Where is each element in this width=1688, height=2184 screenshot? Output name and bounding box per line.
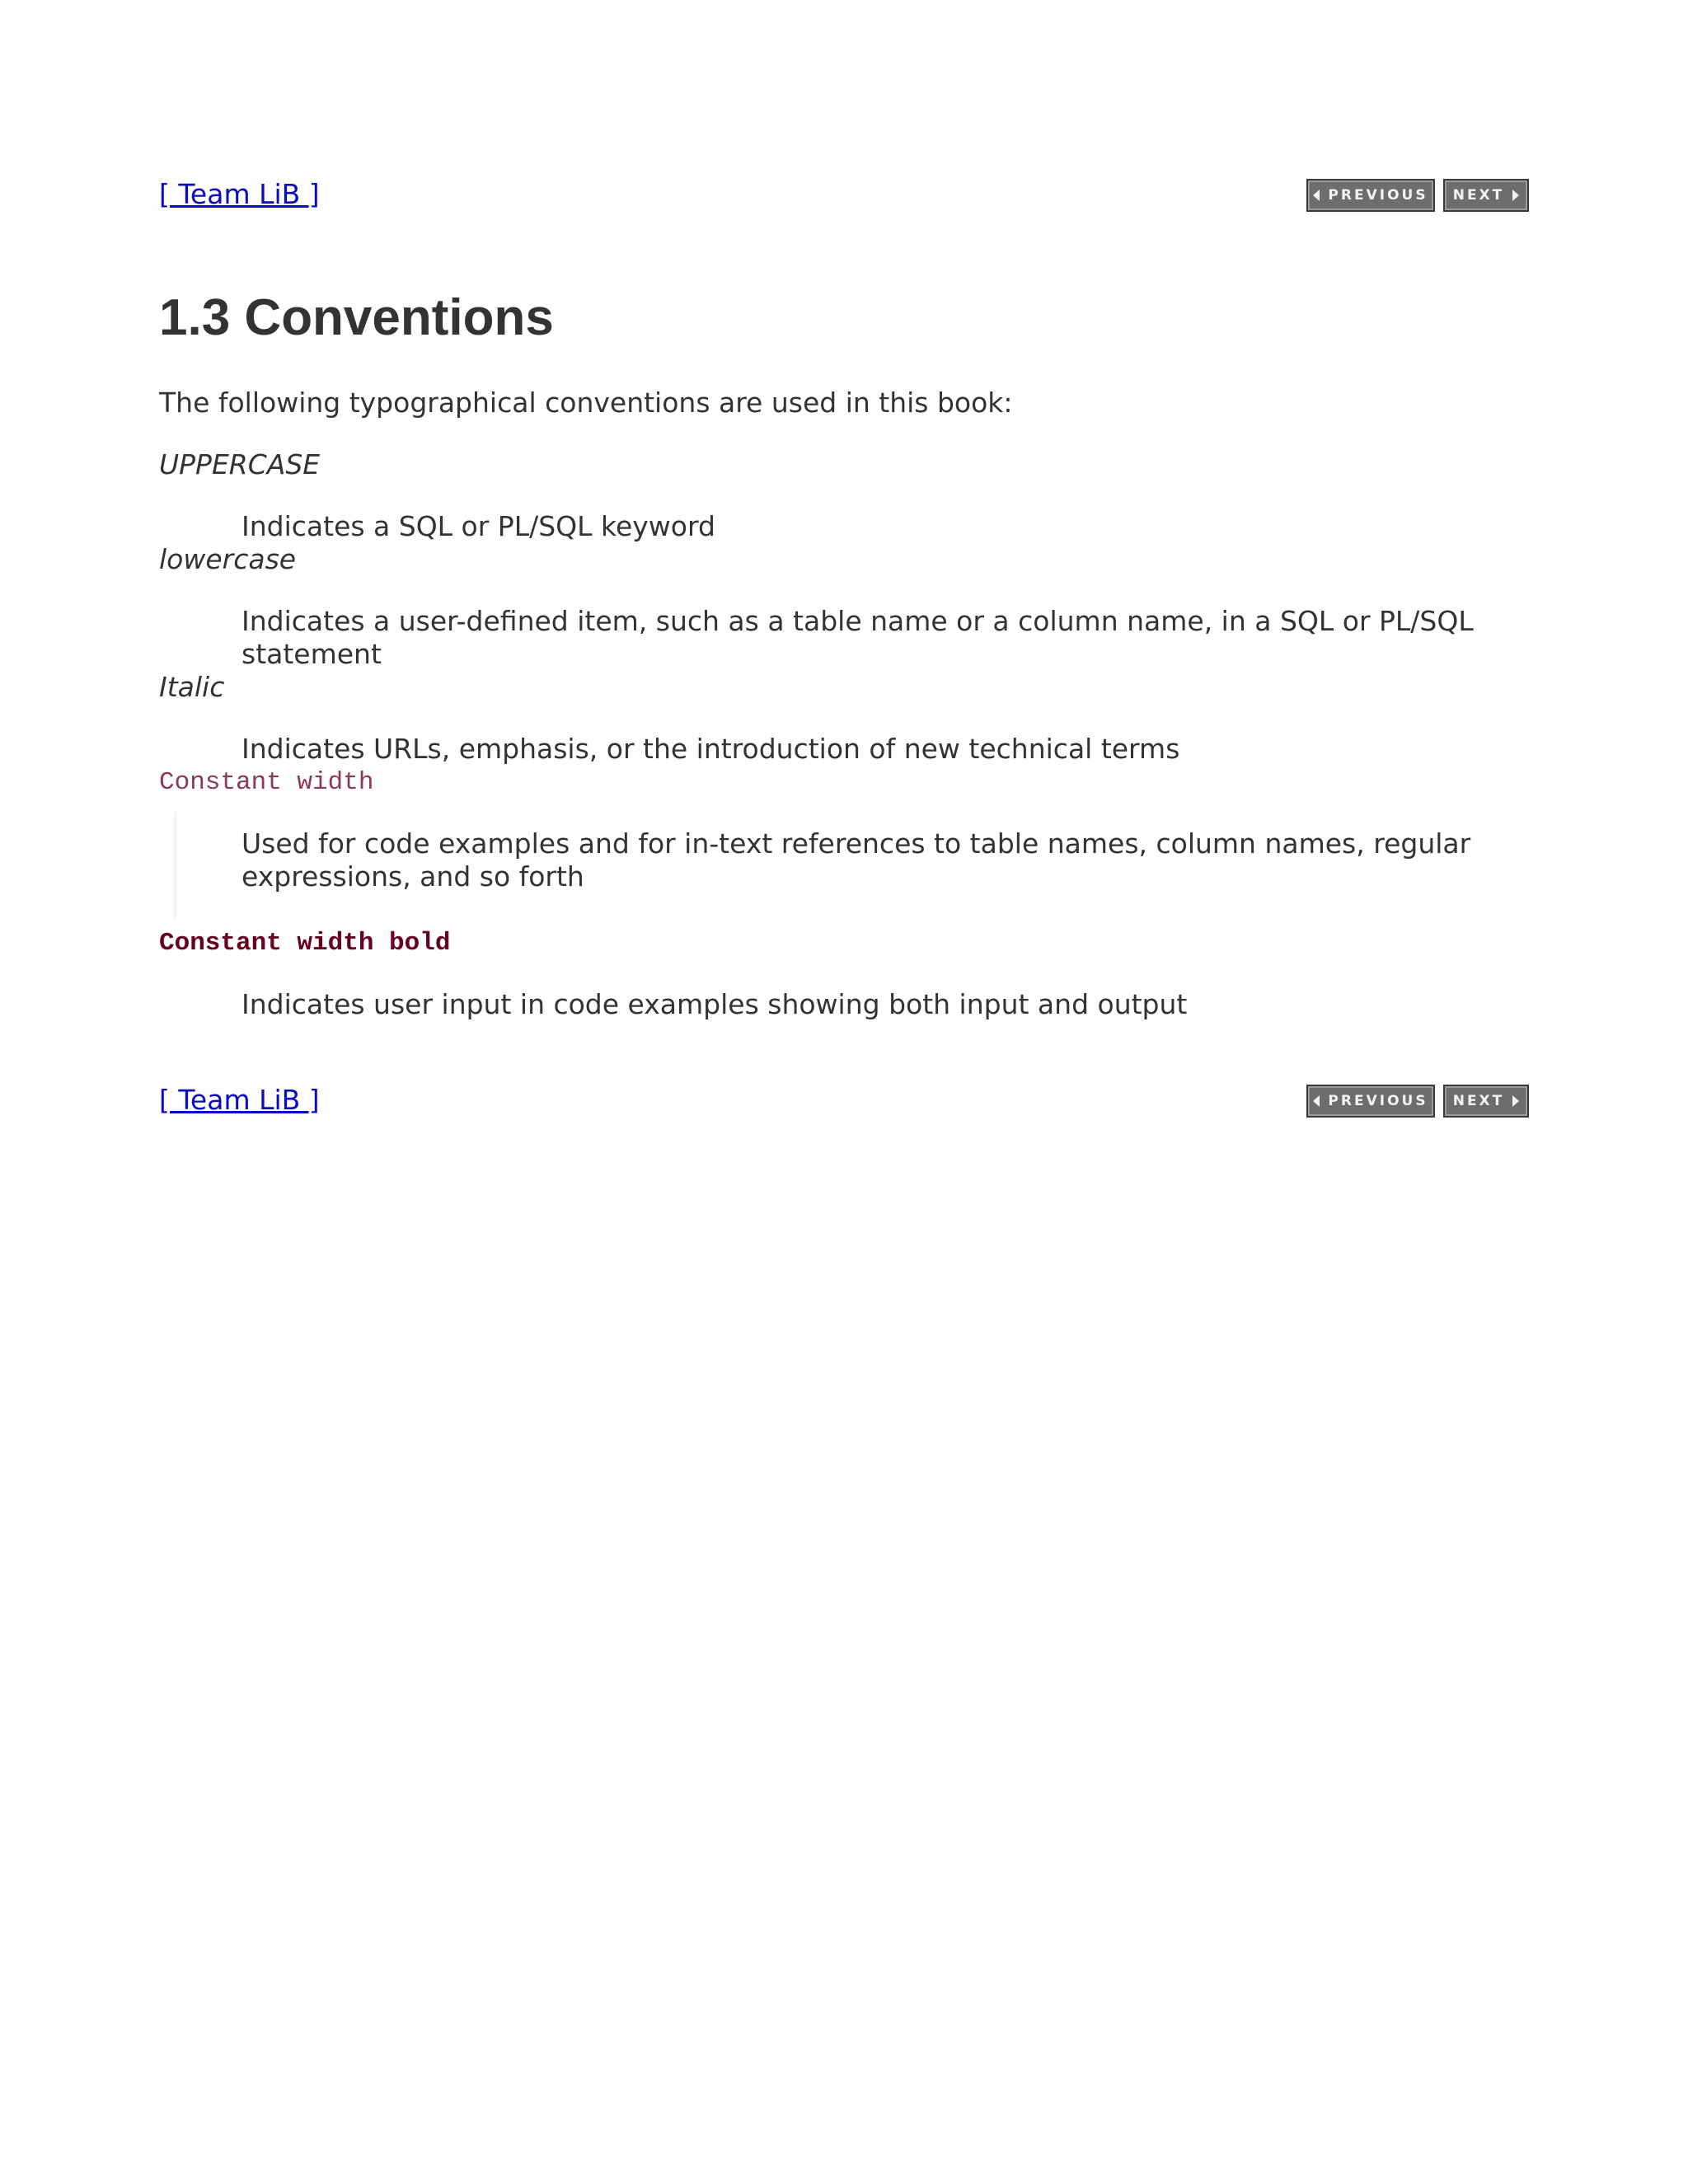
convention-term-lowercase: lowercase <box>159 543 297 575</box>
arrow-right-icon <box>1512 1095 1519 1107</box>
bottom-navigation-bar <box>159 1082 1529 1118</box>
convention-term-constant-width: Constant width <box>159 768 374 797</box>
next-button-label: NEXT <box>1452 1093 1505 1109</box>
next-button[interactable] <box>1443 179 1529 212</box>
convention-definition-uppercase: Indicates a SQL or PL/SQL keyword <box>241 510 715 542</box>
convention-term-constant-width-bold: Constant width bold <box>159 929 451 958</box>
previous-button[interactable] <box>1306 179 1435 212</box>
next-button-label: NEXT <box>1452 187 1505 204</box>
convention-definition-constant-width-bold: Indicates user input in code examples showing both input and output <box>241 988 1188 1020</box>
convention-definition-italic: Indicates URLs, emphasis, or the introduction of new technical terms <box>241 733 1180 765</box>
intro-paragraph: The following typographical conventions are used in this book: <box>159 387 1013 419</box>
previous-button-label: PREVIOUS <box>1328 1093 1428 1109</box>
arrow-right-icon <box>1512 190 1519 201</box>
definition-divider <box>174 812 176 919</box>
previous-button-bottom[interactable] <box>1306 1085 1435 1118</box>
top-navigation-bar <box>159 176 1529 213</box>
convention-definition-constant-width: Used for code examples and for in-text references to table names, column names, regular expressions, and so forth <box>241 827 1471 893</box>
previous-button-label: PREVIOUS <box>1328 187 1428 204</box>
page-title: 1.3 Conventions <box>159 289 554 346</box>
team-lib-link-bottom[interactable]: [ Team LiB ] <box>159 1084 320 1116</box>
page-nav-buttons-bottom <box>1306 1085 1529 1116</box>
convention-term-uppercase: UPPERCASE <box>159 448 321 480</box>
page-nav-buttons <box>1306 179 1529 210</box>
arrow-left-icon <box>1313 190 1320 201</box>
convention-definition-lowercase: Indicates a user-defined item, such as a table name or a column name, in a SQL or PL/SQL statement <box>241 605 1474 670</box>
team-lib-link[interactable]: [ Team LiB ] <box>159 178 320 210</box>
next-button-bottom[interactable] <box>1443 1085 1529 1118</box>
convention-term-italic: Italic <box>159 671 225 703</box>
arrow-left-icon <box>1313 1095 1320 1107</box>
